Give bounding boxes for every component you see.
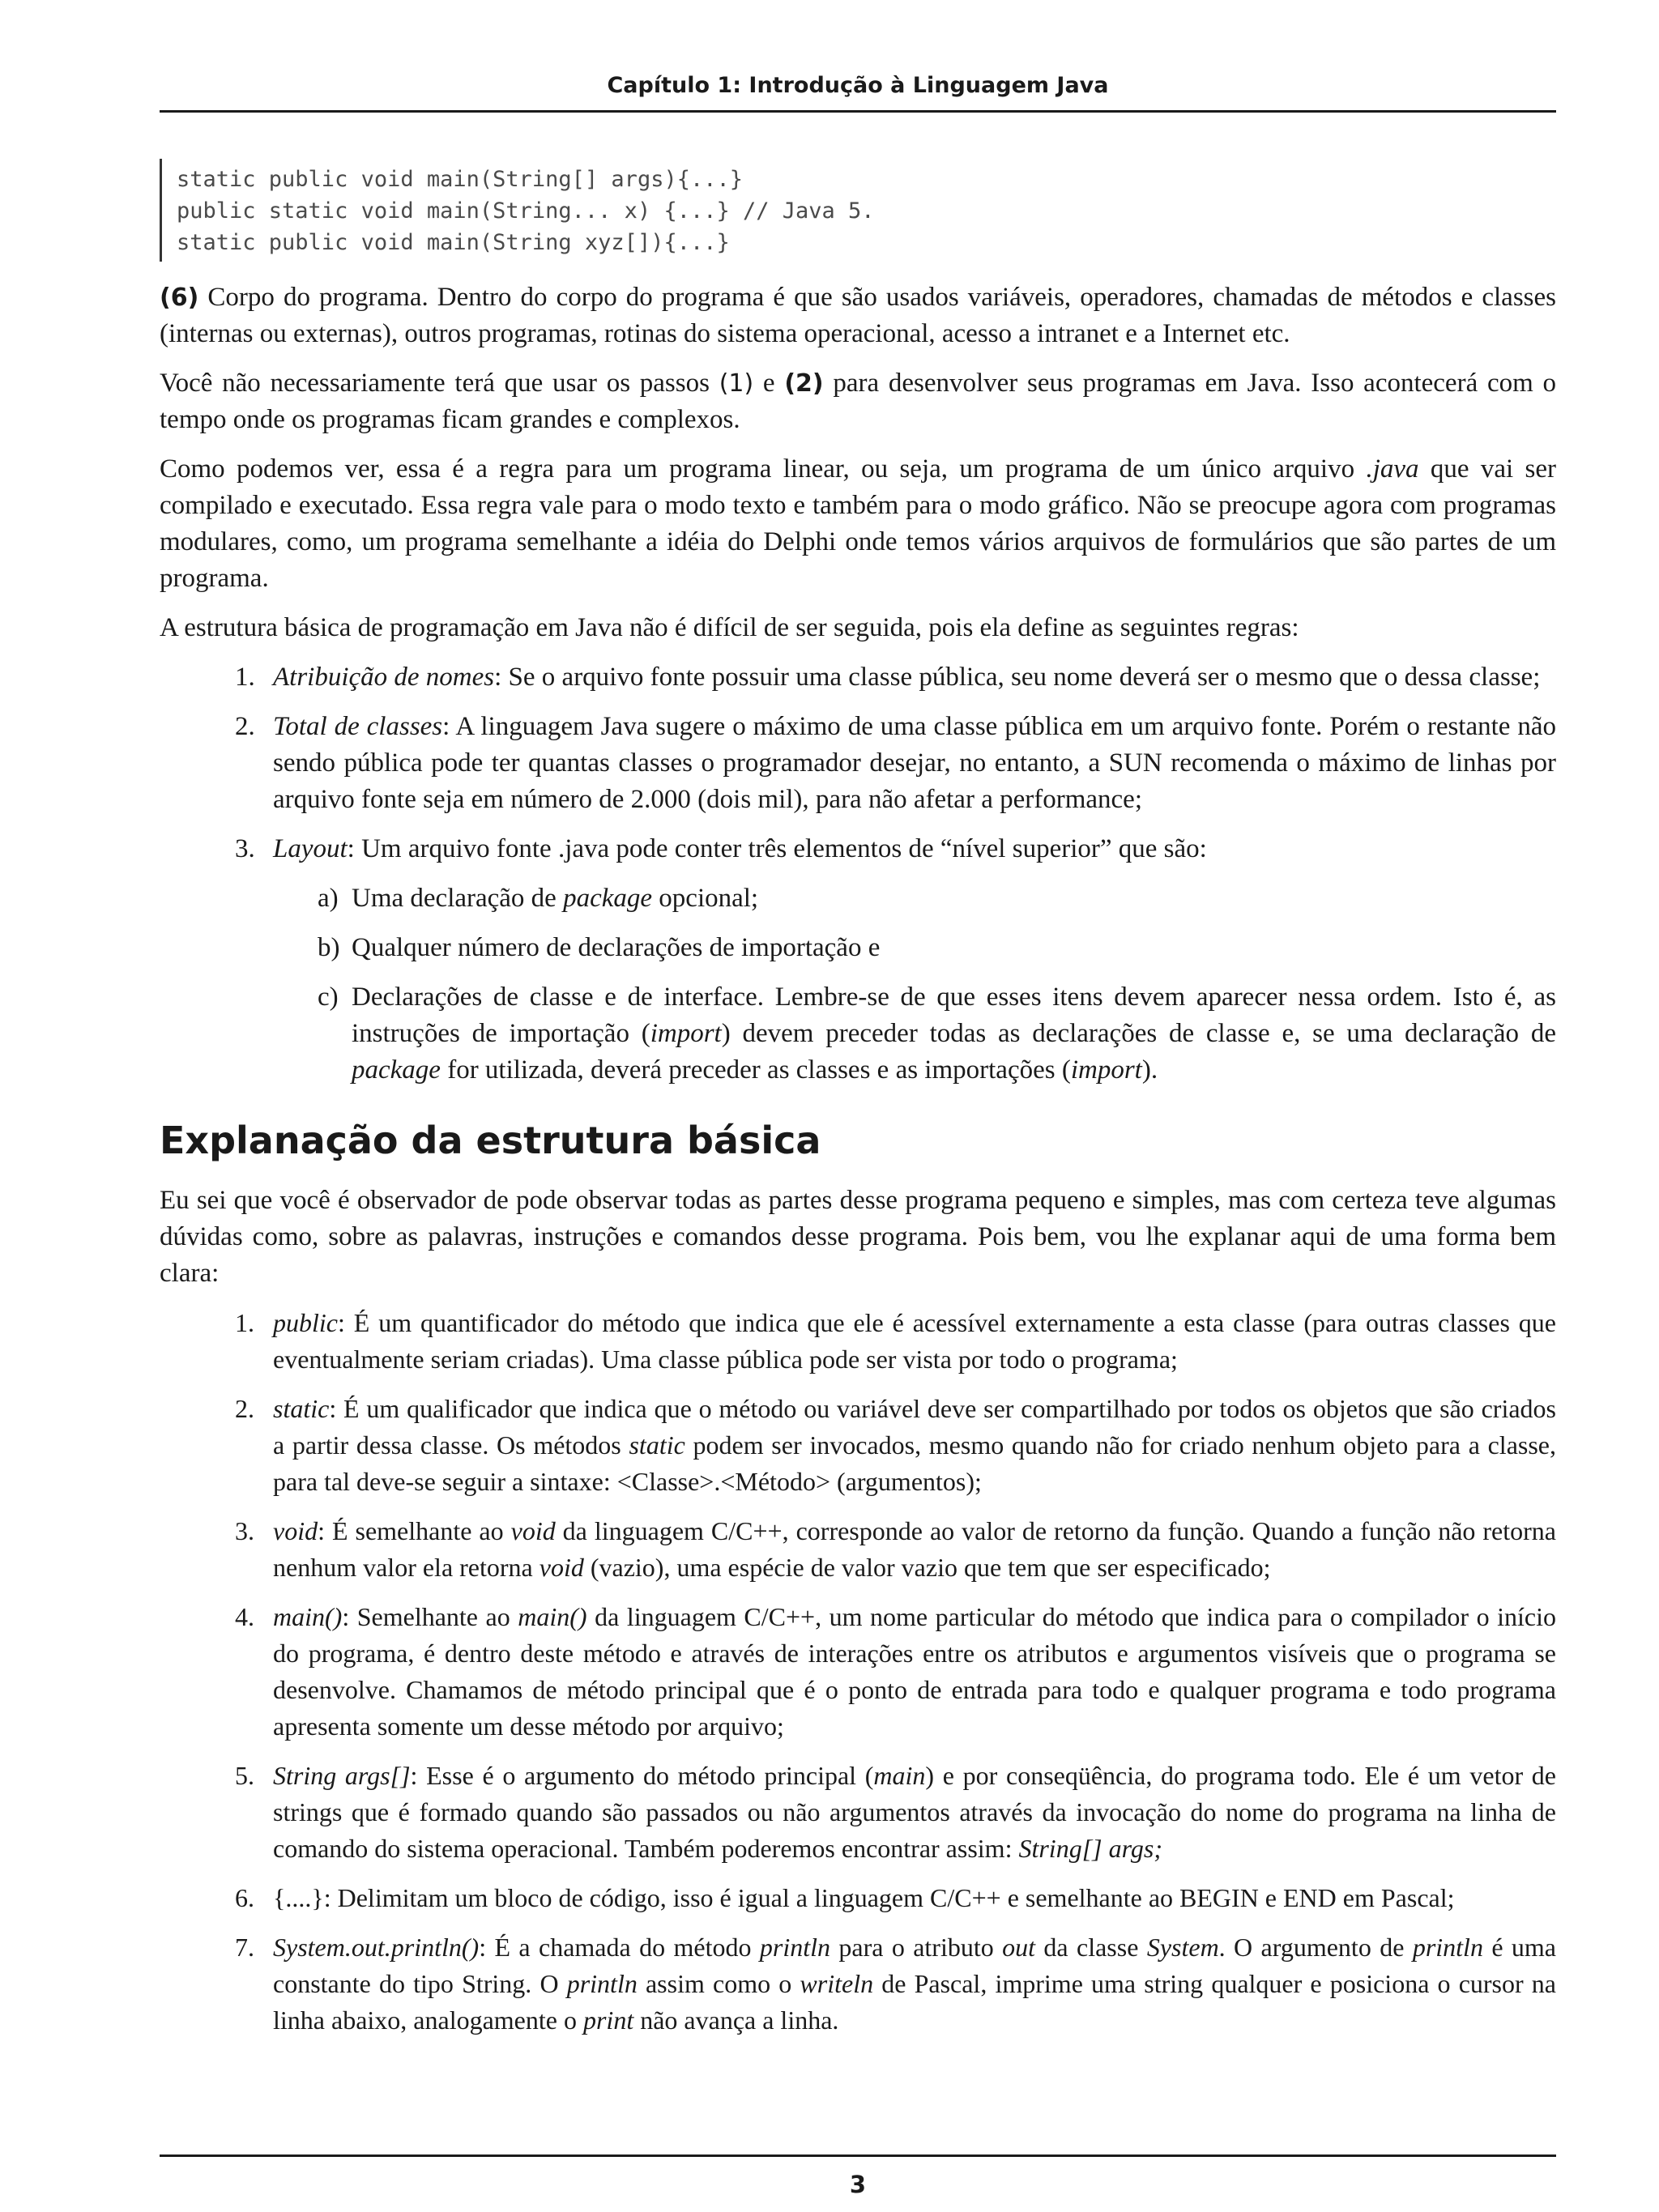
list-number: 6. — [235, 1883, 254, 1912]
explanation-term: String args[] — [273, 1761, 411, 1790]
explanation-item-public — [160, 1305, 1556, 1378]
list-letter: b) — [318, 933, 340, 962]
emphasis: println — [566, 1969, 638, 1998]
sub-item-text: Uma declaração de — [352, 884, 564, 913]
explanation-text: : É um quantificador do método que indica que ele é acessível externamente a esta classe (para outras classes que eventualmente seriam criadas). Uma classe pública pode ser vista por todo o programa; — [273, 1308, 1556, 1374]
sub-item-text: Qualquer número de declarações de importação e — [352, 933, 881, 962]
explanation-item-block — [160, 1880, 1556, 1916]
emphasis: out — [1002, 1933, 1036, 1962]
section-intro: Eu sei que você é observador de pode observar todas as partes desse programa pequeno e simples, mas com certeza teve algumas dúvidas como, sobre as palavras, instruções e comandos desse programa. Pois bem, vou lhe explanar aqui de uma forma bem clara: — [160, 1186, 1556, 1288]
explanation-text: : É a chamada do método — [479, 1933, 760, 1962]
list-number: 3. — [235, 834, 255, 863]
explanation-text: da linguagem C/C++, um nome particular do método que indica para o compilador o início do programa, é dentro deste método e através de interações entre os atributos e argumentos visíveis que o programa se desenvolve. Chamamos de método principal que é o ponto de entrada para todo e qualquer programa e todo programa apresenta somente um desse método por arquivo; — [273, 1602, 1557, 1741]
explanation-term: System.out.println() — [273, 1933, 480, 1962]
step-marker: (2) — [784, 369, 824, 398]
rules-list — [160, 659, 1556, 1089]
emphasis: println — [759, 1933, 830, 1962]
list-number: 2. — [235, 1394, 254, 1423]
rule-item — [160, 659, 1556, 696]
emphasis: import — [650, 1019, 722, 1048]
list-letter: c) — [318, 982, 339, 1012]
rule-term: Atribuição de nomes — [273, 663, 495, 692]
list-number: 7. — [235, 1933, 254, 1962]
sub-item-text: opcional; — [652, 884, 759, 913]
step-marker: (1) — [719, 369, 754, 398]
emphasis: main() — [518, 1602, 587, 1631]
page-content — [160, 159, 1556, 2052]
emphasis: print — [582, 2005, 634, 2035]
emphasis: void — [539, 1553, 584, 1582]
list-number: 5. — [235, 1761, 254, 1790]
paragraph-linear-program — [160, 451, 1556, 597]
list-number: 4. — [235, 1602, 254, 1631]
rule-term: Total de classes — [273, 712, 443, 741]
emphasis: main — [873, 1761, 926, 1790]
footer-rule — [160, 2154, 1556, 2157]
code-line: static public void main(String[] args){...} — [177, 167, 743, 192]
explanation-text: : É um qualificador que indica que o método ou variável deve ser compartilhado por todos os objetos que são criados a partir dessa classe. Os métodos — [273, 1394, 1556, 1460]
paragraph-rules-intro: A estrutura básica de programação em Java não é difícil de ser seguida, pois ela define as seguintes regras: — [160, 613, 1299, 642]
rule-text: : Um arquivo fonte .java pode conter três elementos de “nível superior” que são: — [347, 834, 1207, 863]
explanation-text: : É semelhante ao — [318, 1516, 511, 1545]
paragraph-text: e — [753, 369, 785, 398]
page-number: 3 — [849, 2171, 867, 2198]
emphasis: import — [1070, 1055, 1142, 1085]
emphasis: void — [510, 1516, 556, 1545]
explanation-text: para o atributo — [830, 1933, 1003, 1962]
list-number: 2. — [235, 712, 255, 741]
paragraph-text: Você não necessariamente terá que usar os passos — [160, 369, 719, 398]
sub-item-text: Declarações de classe e de interface. Lembre-se de que esses itens devem aparecer nessa ordem. Isto é, as instruções de importação ( — [352, 982, 1556, 1048]
explanation-item-void — [160, 1513, 1556, 1586]
explanation-text: da linguagem C/C++, corresponde ao valor de retorno da função. Quando a função não retorna nenhum valor ela retorna — [273, 1516, 1557, 1582]
sub-item-text: ) devem preceder todas as declarações de classe e, se uma declaração de — [721, 1019, 1556, 1048]
paragraph-step-6 — [160, 279, 1556, 352]
rule-text: : A linguagem Java sugere o máximo de uma classe pública em um arquivo fonte. Porém o restante não sendo pública pode ter quantas classes o programador desejar, no entanto, a SUN recomenda o máximo de linhas por arquivo fonte seja em número de 2.000 (dois mil), para não afetar a performance; — [273, 712, 1557, 814]
explanation-item-args — [160, 1758, 1556, 1867]
explanation-term: main() — [273, 1602, 343, 1631]
step-marker: (6) — [160, 283, 199, 312]
explanations-list — [160, 1305, 1556, 2039]
emphasis: package — [563, 884, 653, 913]
explanation-item-main — [160, 1599, 1556, 1745]
sub-item-c — [160, 979, 1556, 1089]
emphasis: System — [1146, 1933, 1219, 1962]
explanation-text: de Pascal, imprime uma string qualquer e posiciona o cursor na linha abaixo, analogamente o — [273, 1969, 1557, 2035]
explanation-text: não avança a linha. — [633, 2005, 839, 2035]
sub-item-a — [160, 880, 1556, 917]
emphasis: println — [1412, 1933, 1483, 1962]
sub-item-text: ). — [1141, 1055, 1158, 1085]
rule-text: : Se o arquivo fonte possuir uma classe pública, seu nome deverá ser o mesmo que o dessa classe; — [494, 663, 1541, 692]
list-number: 3. — [235, 1516, 254, 1545]
explanation-text: podem ser invocados, mesmo quando não for criado nenhum objeto para a classe, para tal deve-se seguir a sintaxe: <Classe>.<Método> (argumentos); — [273, 1430, 1557, 1496]
explanation-text: ) e por conseqüência, do programa todo. Ele é um vetor de strings que é formado quando são passados ou não argumentos através da invocação do nome do programa na linha de comando do sistema operacional. Também poderemos encontrar assim: — [273, 1761, 1557, 1863]
section-heading: Explanação da estrutura básica — [160, 1119, 821, 1162]
explanation-text: . O argumento de — [1218, 1933, 1413, 1962]
explanation-text: : Semelhante ao — [342, 1602, 518, 1631]
emphasis: .java — [1366, 454, 1419, 484]
list-number: 1. — [235, 663, 255, 692]
explanation-item-println — [160, 1929, 1556, 2039]
explanation-term: void — [273, 1516, 318, 1545]
emphasis: String[] args; — [1018, 1834, 1162, 1863]
sub-item-text: for utilizada, deverá preceder as classes e as importações ( — [440, 1055, 1071, 1085]
code-block — [160, 159, 1556, 262]
list-letter: a) — [318, 884, 339, 913]
header-rule — [160, 110, 1556, 113]
explanation-term: static — [273, 1394, 330, 1423]
paragraph-text: que vai ser compilado e executado. Essa regra vale para o modo texto e também para o modo gráfico. Não se preocupe agora com programas modulares, como, um programa semelhante a idéia do Delphi onde temos vários arquivos de formulários que são partes de um programa. — [160, 454, 1556, 593]
paragraph-text: Como podemos ver, essa é a regra para um programa linear, ou seja, um programa de um único arquivo — [160, 454, 1367, 484]
paragraph-text: Corpo do programa. Dentro do corpo do programa é que são usados variáveis, operadores, chamadas de métodos e classes (internas ou externas), outros programas, rotinas do sistema operacional, acesso a intranet e a Internet etc. — [160, 283, 1556, 348]
paragraph-text: para desenvolver seus programas em Java. Isso acontecerá com o tempo onde os programas ficam grandes e complexos. — [160, 369, 1556, 434]
emphasis: writeln — [800, 1969, 874, 1998]
explanation-text: (vazio), uma espécie de valor vazio que tem que ser especificado; — [583, 1553, 1271, 1582]
emphasis: package — [352, 1055, 441, 1085]
rule-item — [160, 831, 1556, 867]
explanation-item-static — [160, 1391, 1556, 1500]
rule-item — [160, 709, 1556, 818]
paragraph-steps-note — [160, 365, 1556, 438]
explanation-text: : Esse é o argumento do método principal ( — [410, 1761, 874, 1790]
list-number: 1. — [235, 1308, 254, 1337]
code-line: static public void main(String xyz[]){...} — [177, 230, 730, 255]
explanation-text: {....}: Delimitam um bloco de código, isso é igual a linguagem C/C++ e semelhante ao BEGIN e END em Pascal; — [273, 1883, 1455, 1912]
sub-item-b — [160, 930, 1556, 966]
code-line: public static void main(String... x) {...} // Java 5. — [177, 198, 875, 224]
explanation-text: é uma constante do tipo String. O — [273, 1933, 1557, 1998]
emphasis: static — [629, 1430, 685, 1460]
explanation-text: da classe — [1035, 1933, 1147, 1962]
running-header-title: Capítulo 1: Introdução à Linguagem Java — [607, 73, 1109, 98]
explanation-term: public — [273, 1308, 338, 1337]
rule-term: Layout — [273, 834, 348, 863]
explanation-text: assim como o — [637, 1969, 800, 1998]
